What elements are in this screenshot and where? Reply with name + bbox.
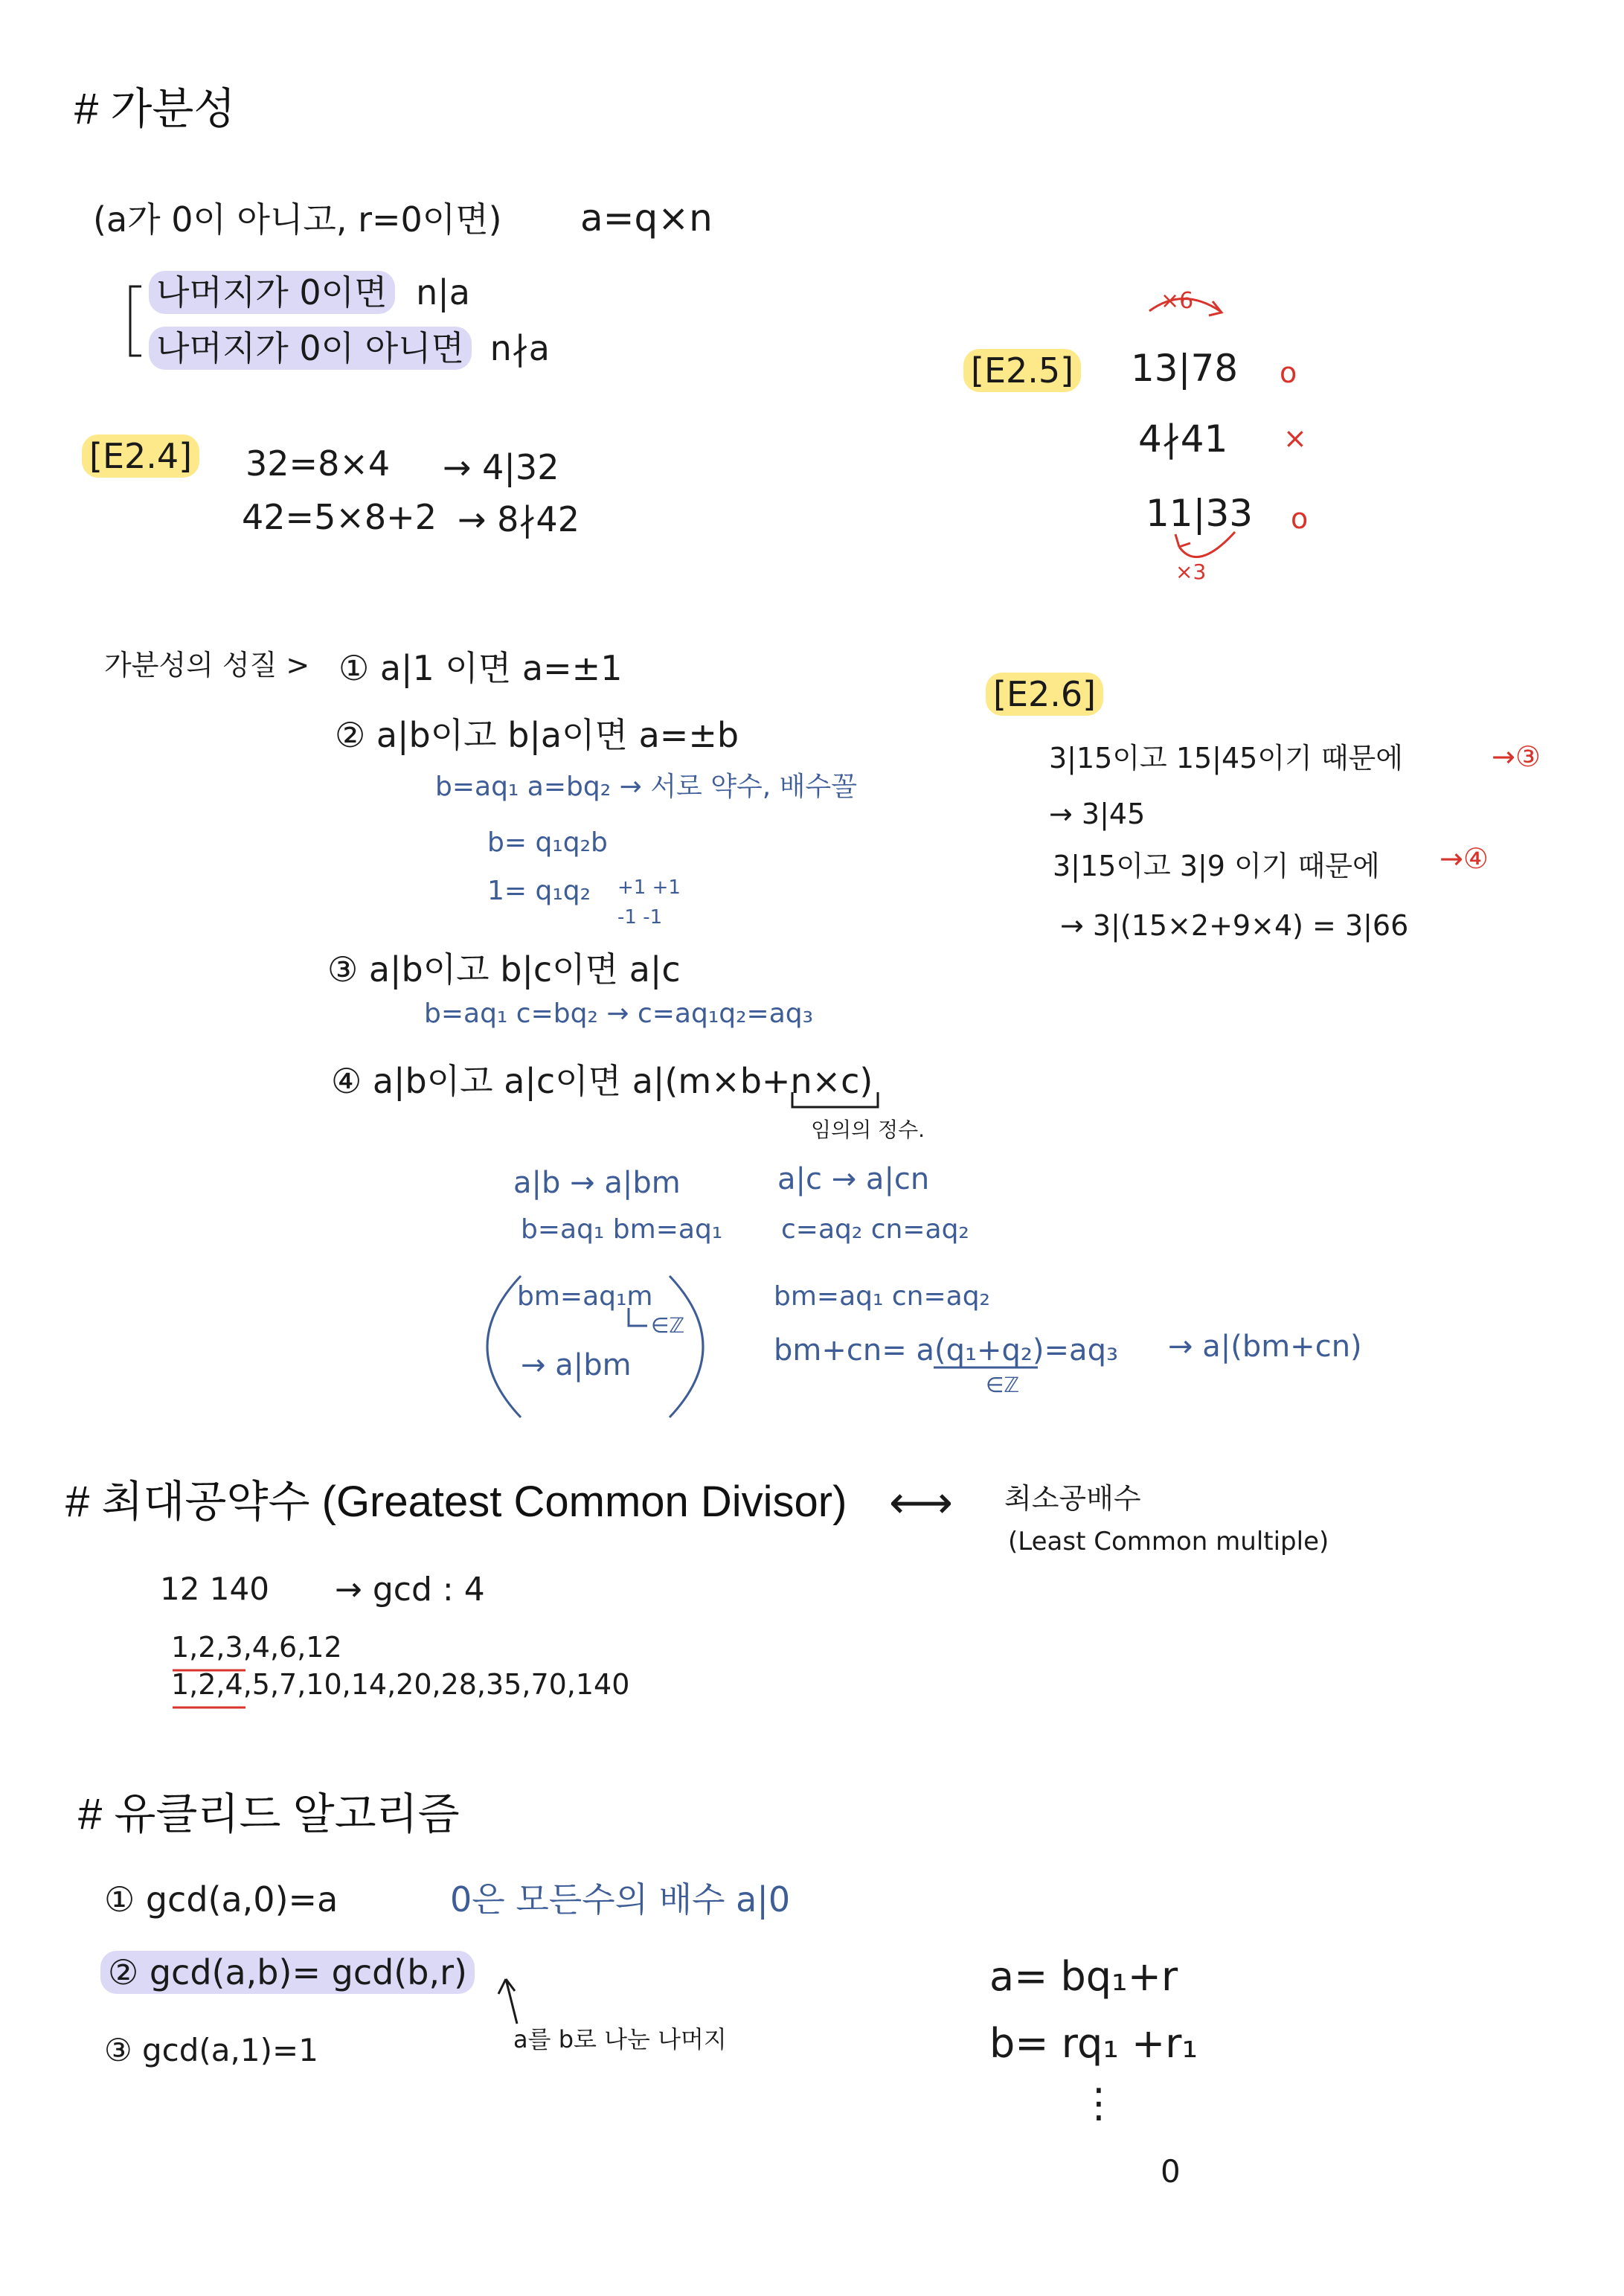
property-4: ④ a|b이고 a|c이면 a|(m×b+n×c): [331, 1061, 873, 1101]
properties-label: 가분성의 성질 >: [104, 649, 310, 682]
e24-line2: 42=5×8+2: [242, 497, 437, 537]
e25-line2: 4∤41: [1138, 417, 1228, 461]
divisibility-condition: (a가 0이 아니고, r=0이면): [93, 199, 502, 240]
property-4-under: 임의의 정수.: [811, 1117, 925, 1142]
e26-line1-ref: →③: [1492, 740, 1541, 773]
e25-mult-top: ×6: [1161, 288, 1194, 314]
gcd-lcm-arrow: ⟷: [889, 1477, 954, 1529]
e25-mark2: ×: [1283, 422, 1307, 455]
property-2-note1: b=aq₁ a=bq₂ → 서로 약수, 배수꼴: [435, 772, 857, 802]
gcd-pair: 12 140: [160, 1571, 269, 1607]
section-title-euclid: # 유클리드 알고리즘: [78, 1790, 460, 1838]
gcd-result: → gcd : 4: [335, 1571, 485, 1609]
property-1: ① a|1 이면 a=±1: [338, 648, 623, 688]
euclid-rule2-note: a를 b로 나눈 나머지: [513, 2025, 727, 2053]
e25-mult-bottom: ×3: [1175, 559, 1207, 584]
e26-line3-ref: →④: [1440, 842, 1489, 875]
property-2-note3b: +1 +1: [617, 876, 681, 899]
e24-arrow1: → 4|32: [443, 447, 559, 487]
euclid-rule3: ③ gcd(a,1)=1: [104, 2032, 318, 2068]
divisors-12: 1,2,3,4,6,12: [171, 1631, 342, 1664]
property-3: ③ a|b이고 b|c이면 a|c: [327, 949, 681, 990]
euclid-dots: ⋮: [1079, 2079, 1119, 2126]
rule2-expr: n∤a: [490, 328, 550, 368]
example-e25-label: [E2.5]: [963, 353, 1081, 388]
p4-box1b: ∈ℤ: [651, 1313, 685, 1338]
example-e24-label: [E2.4]: [82, 439, 199, 473]
lcm-english: (Least Common multiple): [1008, 1527, 1329, 1556]
property-2: ② a|b이고 b|a이면 a=±b: [335, 715, 739, 755]
euclid-rule1-note: 0은 모든수의 배수 a|0: [450, 1879, 791, 1920]
e26-line2: → 3|45: [1049, 798, 1146, 830]
p4-note4: bm+cn= a(q₁+q₂)=aq₃: [774, 1333, 1118, 1367]
p4-note2b: c=aq₂ cn=aq₂: [781, 1214, 969, 1245]
property-3-note: b=aq₁ c=bq₂ → c=aq₁q₂=aq₃: [424, 998, 814, 1029]
example-e26-label: [E2.6]: [986, 677, 1103, 711]
euclid-eq1: a= bq₁+r: [989, 1953, 1178, 2000]
e25-line3: 11|33: [1146, 492, 1254, 535]
p4-note1: a|b → a|bm: [513, 1166, 681, 1200]
rule2-text: 나머지가 0이 아니면: [149, 327, 472, 370]
rule1-expr: n|a: [416, 272, 470, 312]
p4-note4c: → a|(bm+cn): [1168, 1330, 1362, 1364]
property-2-note3c: -1 -1: [617, 906, 663, 929]
e25-mark3: o: [1291, 502, 1309, 535]
p4-box1: bm=aq₁m: [517, 1281, 653, 1312]
e26-line3: 3|15이고 3|9 이기 때문에: [1053, 850, 1380, 882]
p4-note2: b=aq₁ bm=aq₁: [521, 1214, 723, 1245]
p4-note4b: ∈ℤ: [986, 1373, 1020, 1397]
rule1-text: 나머지가 0이면: [149, 271, 395, 314]
euclid-eq2: b= rq₁ +r₁: [989, 2020, 1198, 2067]
euclid-zero: 0: [1161, 2153, 1181, 2190]
property-2-note2: b= q₁q₂b: [487, 827, 608, 858]
section-title-divisibility: # 가분성: [74, 85, 236, 133]
e25-line1: 13|78: [1131, 347, 1239, 390]
p4-box2: → a|bm: [521, 1348, 632, 1382]
lcm-korean: 최소공배수: [1004, 1482, 1141, 1515]
p4-note1b: a|c → a|cn: [777, 1162, 930, 1196]
property-2-note3: 1= q₁q₂: [487, 876, 591, 906]
e25-mark1: o: [1280, 356, 1297, 389]
e26-line1: 3|15이고 15|45이기 때문에: [1049, 742, 1403, 775]
euclid-rule2: ② gcd(a,b)= gcd(b,r): [100, 1955, 475, 1989]
section-title-gcd: # 최대공약수 (Greatest Common Divisor): [65, 1478, 847, 1526]
rule-remainder-zero: [149, 272, 470, 312]
divisibility-formula: a=q×n: [580, 196, 713, 240]
euclid-rule1: ① gcd(a,0)=a: [104, 1879, 338, 1920]
e24-line1: 32=8×4: [245, 443, 391, 484]
e24-arrow2: → 8∤42: [458, 499, 580, 539]
p4-note3: bm=aq₁ cn=aq₂: [774, 1281, 990, 1312]
rule-remainder-nonzero: [149, 328, 550, 368]
divisors-140: 1,2,4,5,7,10,14,20,28,35,70,140: [171, 1668, 630, 1701]
e26-line4: → 3|(15×2+9×4) = 3|66: [1060, 909, 1409, 942]
